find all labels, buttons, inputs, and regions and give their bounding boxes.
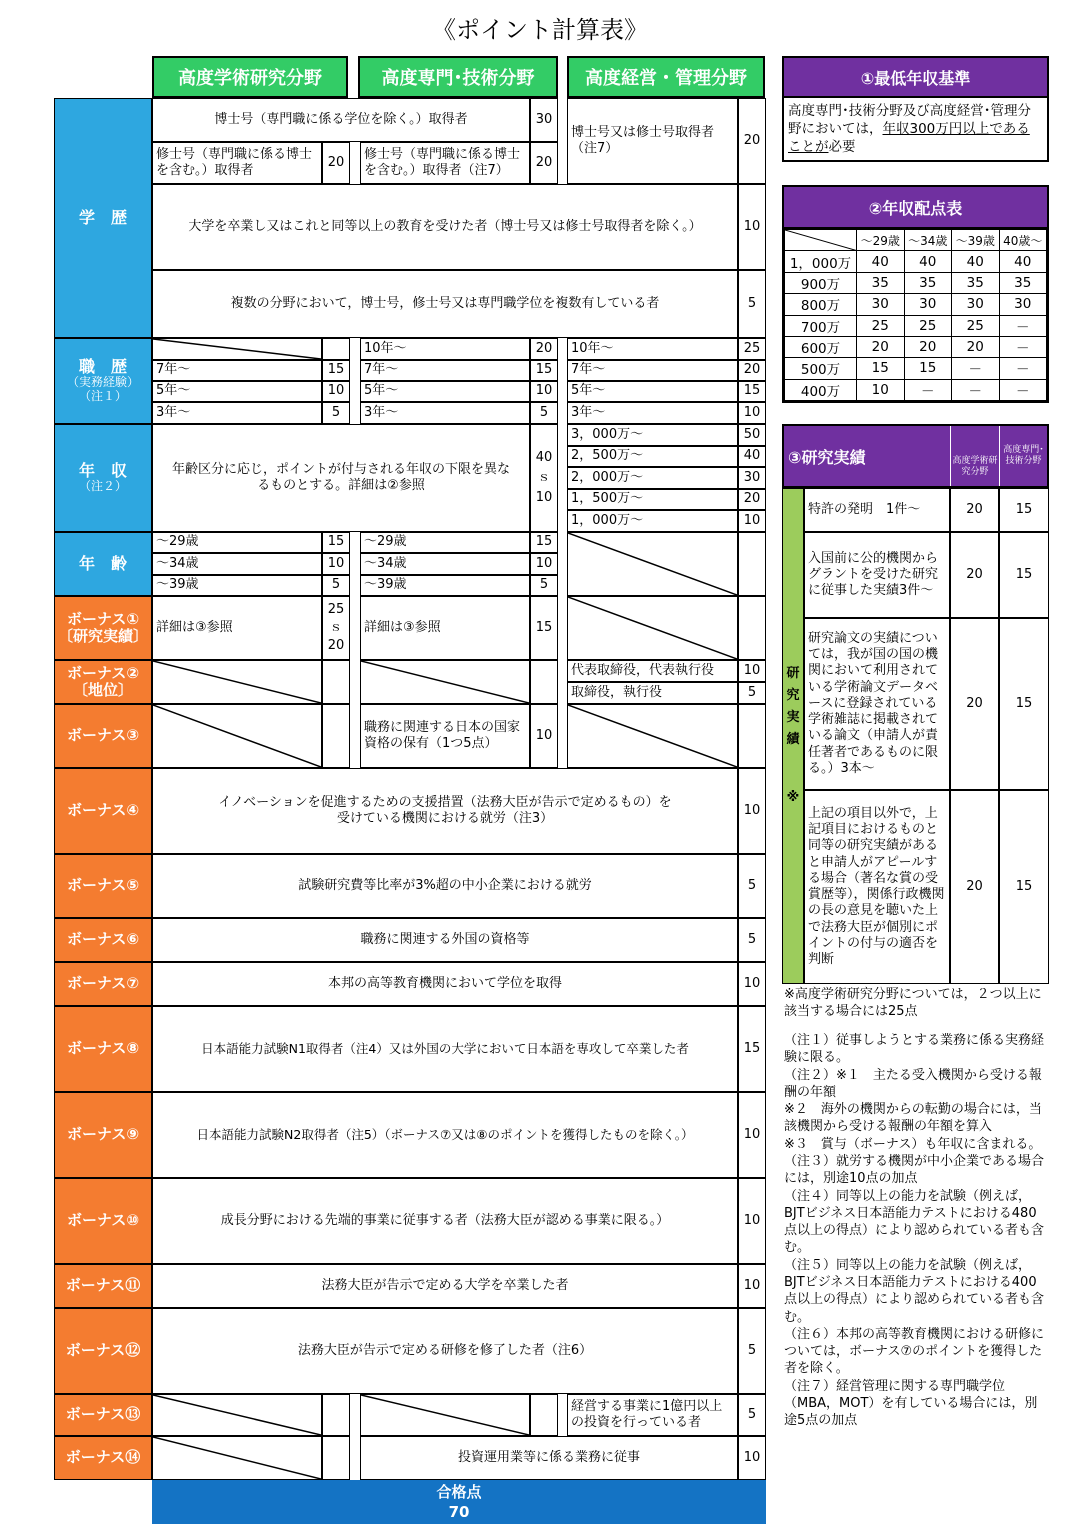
bonus5-points: 5 [738, 854, 766, 918]
diagonal-empty-cell [567, 596, 738, 660]
edu-doctor-points: 30 [530, 98, 558, 142]
column-header-management: 高度経営・管理分野 [567, 56, 765, 98]
empty-points-cell [322, 338, 350, 360]
label-bonus9 [54, 1092, 152, 1178]
age-technical-row: ～34歳 [360, 553, 530, 575]
income-points-cell: 15 [857, 358, 905, 379]
bonus14-text-cell: 投資運用業等に係る業務に従事 [360, 1436, 738, 1480]
label-subtext: （注２） [78, 479, 127, 494]
income-management-row: 1，000万～ [567, 510, 738, 532]
bonus1-technical-points: 15 [530, 596, 558, 660]
income-points-cell: 35 [857, 272, 905, 293]
label-text: ボーナス① [66, 609, 140, 628]
label-text: ボーナス⑪ [65, 1276, 141, 1295]
research-points-technical: 15 [999, 618, 1049, 790]
label-text: ボーナス⑭ [65, 1448, 141, 1467]
bonus10-points: 10 [738, 1178, 766, 1264]
age-technical-row: ～39歳 [360, 575, 530, 596]
income-points-cell: 15 [904, 358, 952, 379]
table-header: 40歳～ [999, 230, 1047, 251]
label-bonus4 [54, 768, 152, 854]
research-item: 研究論文の実績については，我が国の国の機関において利用されている学術論文データベースに登録されている学術雑誌に掲載されている論文（申請人が責任著者であるものに限る。）3本～ [804, 618, 950, 790]
note-item: （注２）※１ 主たる受入機関から受ける報酬の年額 [784, 1067, 1042, 1100]
income-management-row: 3，000万～ [567, 424, 738, 446]
income-text-cell: 年齢区分に応じ，ポイントが付与される年収の下限を異なるものとする。詳細は②参照 [152, 424, 530, 532]
empty-points-cell [322, 1436, 350, 1480]
career-academic-points: 10 [322, 381, 350, 402]
label-subtext: （注１） [78, 389, 127, 404]
empty-points-cell [530, 1394, 558, 1436]
bonus2-rep-cell: 代表取締役，代表執行役 [567, 660, 738, 682]
income-points-cell: 30 [999, 294, 1047, 315]
bonus13-points: 5 [738, 1394, 766, 1436]
career-technical-points: 20 [530, 338, 558, 360]
label-text: ボーナス⑫ [65, 1341, 141, 1360]
column-header-technical: 高度専門･技術分野 [358, 56, 558, 98]
bonus11-points: 10 [738, 1264, 766, 1308]
note-item: （注１）従事しようとする業務に係る実務経験に限る。 [784, 1033, 1045, 1066]
min-income-text-part: 高度専門･技術分野及び高度経営･管理分野においては， [788, 103, 1031, 138]
note-item: （注３）就労する機関が中小企業である場合には，別途10点の加点 [784, 1153, 1045, 1187]
research-side-bar [782, 488, 804, 984]
income-management-row: 2，000万～ [567, 467, 738, 489]
career-management-row: 10年～ [567, 338, 738, 360]
research-item: 入国前に公的機関からグラントを受けた研究に従事した実績3件～ [804, 532, 950, 618]
bonus2-rep-points: 10 [738, 660, 766, 682]
income-management-points: 40 [738, 446, 766, 467]
income-points-cell: 40 [904, 251, 952, 272]
income-table-row [785, 336, 1047, 357]
career-technical-row: 7年～ [360, 360, 530, 381]
label-bonus5 [54, 854, 152, 918]
income-points-cell: 35 [952, 272, 1000, 293]
label-bonus7 [54, 962, 152, 1006]
research-points-technical: 15 [999, 790, 1049, 984]
edu-doctor-cell: 博士号（専門職に係る学位を除く。）取得者 [152, 98, 530, 142]
label-text: 年 収 [78, 460, 127, 480]
diagonal-empty-cell [567, 704, 738, 768]
label-text: ボーナス⑩ [66, 1211, 140, 1230]
table-header: ～34歳 [904, 230, 952, 251]
empty-points-cell [322, 660, 350, 704]
income-amount-cell: 1，000万 [785, 251, 857, 272]
age-academic-row: ～39歳 [152, 575, 322, 596]
income-points-cell: 25 [857, 315, 905, 336]
income-points-table [782, 229, 1049, 403]
income-points-cell: 35 [904, 272, 952, 293]
income-management-row: 2，500万～ [567, 446, 738, 467]
research-footnote: ※高度学術研究分野については，２つ以上に該当する場合には25点 [784, 987, 1042, 1020]
research-item: 上記の項目以外で，上記項目におけるものと同等の研究実績があると申請人がアピールする場合（著名な賞の受賞歴等），関係行政機関の長の意見を聴いた上で法務大臣が個別にポイントの付与の適否を判断 [804, 790, 950, 984]
points-value: 40 [535, 449, 553, 465]
career-management-points: 20 [738, 360, 766, 381]
income-table-row [785, 358, 1047, 379]
edu-university-cell: 大学を卒業し又はこれと同等以上の教育を受けた者（博士号又は修士号取得者を除く。） [152, 184, 738, 270]
note-item: （注７）経営管理に関する専門職学位（MBA，MOT）を有している場合には，別途5点の加点 [784, 1378, 1038, 1429]
income-points-cell: 30 [857, 294, 905, 315]
bonus8-points: 15 [738, 1006, 766, 1092]
career-technical-points: 5 [530, 402, 558, 424]
table-header: ～39歳 [952, 230, 1000, 251]
label-text: ボーナス⑦ [66, 974, 140, 993]
pass-mark-label: 合格点 [436, 1482, 482, 1501]
income-management-points: 50 [738, 424, 766, 446]
label-bonus14 [54, 1436, 152, 1480]
label-bonus12 [54, 1308, 152, 1394]
edu-master-technical-points: 20 [530, 142, 558, 184]
bonus4-points: 10 [738, 768, 766, 854]
label-bonus8 [54, 1006, 152, 1092]
side-char: 実 [786, 709, 800, 725]
research-col-technical: 高度専門･技術分野 [999, 426, 1047, 486]
empty-points-cell [738, 704, 766, 768]
bonus1-academic-cell: 詳細は③参照 [152, 596, 322, 660]
min-income-text-part: 必要 [828, 139, 856, 156]
research-points-technical: 15 [999, 532, 1049, 618]
career-management-row: 3年～ [567, 402, 738, 424]
income-points-cell: 40 [857, 251, 905, 272]
career-management-row: 5年～ [567, 381, 738, 402]
income-management-points: 10 [738, 510, 766, 532]
career-management-points: 10 [738, 402, 766, 424]
income-amount-cell: 500万 [785, 358, 857, 379]
career-technical-points: 15 [530, 360, 558, 381]
label-text: 学 歴 [78, 207, 127, 227]
label-text: 職 歴 [78, 357, 127, 376]
diagonal-empty-cell [152, 660, 322, 704]
label-text: ボーナス③ [66, 726, 140, 745]
income-amount-cell: 400万 [785, 379, 857, 400]
income-points-cell: 20 [952, 336, 1000, 357]
points-value: 10 [535, 490, 553, 506]
bonus11-text-cell: 法務大臣が告示で定める大学を卒業した者 [152, 1264, 738, 1308]
income-points-cell: 20 [857, 336, 905, 357]
column-header-academic: 高度学術研究分野 [152, 56, 348, 98]
bonus6-points: 5 [738, 918, 766, 962]
label-bonus3 [54, 704, 152, 768]
income-table-row [785, 251, 1047, 272]
label-text: ボーナス⑬ [65, 1405, 141, 1424]
diagonal-empty-cell [567, 532, 738, 596]
diagonal-empty-cell [152, 1394, 322, 1436]
note-item: （注４）同等以上の能力を試験（例えば，BJTビジネス日本語能力テストにおける480点以上の得点）により認められている者も含む。 [784, 1188, 1045, 1256]
income-points-cell: 30 [904, 294, 952, 315]
edu-management-points: 20 [738, 98, 766, 184]
income-points-cell: 30 [952, 294, 1000, 315]
label-text: ボーナス④ [66, 801, 140, 820]
bonus10-text-cell: 成長分野における先端的事業に従事する者（法務大臣が認める事業に限る。） [152, 1178, 738, 1264]
bonus13-text-cell: 経営する事業に1億円以上の投資を行っている者 [567, 1394, 738, 1436]
bonus2-dir-points: 5 [738, 682, 766, 704]
age-academic-points: 10 [322, 553, 350, 575]
income-points-cell: － [999, 358, 1047, 379]
edu-master-academic-points: 20 [322, 142, 350, 184]
income-points-cell: 20 [904, 336, 952, 357]
edu-management-cell: 博士号又は修士号取得者（注7） [567, 98, 738, 184]
edu-multiple-cell: 複数の分野において，博士号，修士号又は専門職学位を複数有している者 [152, 270, 738, 338]
research-points-technical: 15 [999, 488, 1049, 532]
income-points-cell: 10 [857, 379, 905, 400]
edu-university-points: 10 [738, 184, 766, 270]
bonus2-dir-cell: 取締役，執行役 [567, 682, 738, 704]
min-income-title: ①最低年収基準 [782, 56, 1049, 98]
age-academic-row: ～34歳 [152, 553, 322, 575]
research-points-academic: 20 [950, 790, 999, 984]
note-item: ※２ 海外の機関からの転勤の場合には，当該機関から受ける報酬の年額を算入 [784, 1102, 1042, 1135]
bonus5-text-cell: 試験研究費等比率が3%超の中小企業における就労 [152, 854, 738, 918]
bonus8-text-cell: 日本語能力試験N1取得者（注4）又は外国の大学において日本語を専攻して卒業した者 [152, 1006, 738, 1092]
empty-points-cell [738, 532, 766, 596]
note-item: ※３ 賞与（ボーナス）も年収に含まれる。 [784, 1136, 1042, 1152]
label-age [54, 532, 152, 596]
label-text: ボーナス⑧ [66, 1039, 140, 1058]
pass-mark-bar [152, 1480, 766, 1524]
income-table-title: ②年収配点表 [782, 185, 1049, 229]
label-subtext: 〔地位〕 [72, 681, 133, 699]
empty-points-cell [322, 1394, 350, 1436]
table-header: ～29歳 [857, 230, 905, 251]
income-table-row [785, 379, 1047, 400]
income-points-cell: 35 [999, 272, 1047, 293]
diagonal-empty-cell [152, 704, 322, 768]
bonus12-points: 5 [738, 1308, 766, 1394]
diagonal-empty-cell [152, 338, 322, 360]
research-points-academic: 20 [950, 532, 999, 618]
bonus4-text-cell: イノベーションを促進するための支援措置（法務大臣が告示で定めるもの）を受けている機関における就労（注3） [152, 768, 738, 854]
range-mark: ｓ [329, 619, 343, 635]
age-academic-row: ～29歳 [152, 532, 322, 553]
edu-master-academic-cell: 修士号（専門職に係る博士を含む。）取得者 [152, 142, 322, 184]
bonus7-text-cell: 本邦の高等教育機関において学位を取得 [152, 962, 738, 1006]
research-points-academic: 20 [950, 488, 999, 532]
research-header [782, 424, 1049, 488]
label-bonus10 [54, 1178, 152, 1264]
career-management-points: 25 [738, 338, 766, 360]
income-points-cell: 40 [999, 251, 1047, 272]
points-value: 20 [327, 638, 345, 654]
income-table-row [785, 315, 1047, 336]
note-item: （注６）本邦の高等教育機関における研修については，ボーナス⑦のポイントを獲得した者を除く。 [784, 1326, 1045, 1377]
edu-multiple-points: 5 [738, 270, 766, 338]
label-bonus1 [54, 596, 152, 660]
age-technical-row: ～29歳 [360, 532, 530, 553]
income-table-row [785, 272, 1047, 293]
label-career [54, 338, 152, 424]
career-technical-points: 10 [530, 381, 558, 402]
note-item: （注５）同等以上の能力を試験（例えば，BJTビジネス日本語能力テストにおける400点以上の得点）により認められている者も含む。 [784, 1257, 1045, 1325]
side-char: ※ [786, 790, 800, 806]
income-points-range [530, 424, 558, 532]
bonus9-text-cell: 日本語能力試験N2取得者（注5）（ボーナス⑦又は⑧のポイントを獲得したものを除く。） [152, 1092, 738, 1178]
age-academic-points: 15 [322, 532, 350, 553]
range-mark: ｓ [537, 469, 551, 485]
min-income-text [782, 98, 1049, 162]
empty-points-cell [322, 704, 350, 768]
career-academic-points: 15 [322, 360, 350, 381]
research-points-academic: 20 [950, 618, 999, 790]
income-amount-cell: 800万 [785, 294, 857, 315]
diagonal-empty-cell [152, 1436, 322, 1480]
age-technical-points: 5 [530, 575, 558, 596]
min-income-underlined: 年収300万円以上であることが [788, 121, 1030, 156]
label-bonus6 [54, 918, 152, 962]
income-points-cell: － [999, 379, 1047, 400]
bonus7-points: 10 [738, 962, 766, 1006]
bonus12-text-cell: 法務大臣が告示で定める研修を修了した者（注6） [152, 1308, 738, 1394]
income-management-points: 20 [738, 489, 766, 510]
label-bonus13 [54, 1394, 152, 1436]
career-technical-row: 10年～ [360, 338, 530, 360]
pass-mark-value: 70 [448, 1503, 470, 1521]
income-points-cell: － [952, 358, 1000, 379]
label-text: ボーナス⑨ [66, 1125, 140, 1144]
career-academic-row: 5年～ [152, 381, 322, 402]
points-value: 25 [327, 601, 345, 617]
bonus3-points: 10 [530, 704, 558, 768]
career-technical-row: 5年～ [360, 381, 530, 402]
income-points-cell: 25 [904, 315, 952, 336]
bonus9-points: 10 [738, 1092, 766, 1178]
bonus1-academic-points [322, 596, 350, 660]
label-text: ボーナス② [66, 663, 140, 682]
label-income [54, 424, 152, 532]
career-management-points: 15 [738, 381, 766, 402]
income-points-cell: 40 [952, 251, 1000, 272]
edu-master-technical-cell: 修士号（専門職に係る博士を含む。）取得者（注7） [360, 142, 530, 184]
income-points-cell: － [952, 379, 1000, 400]
bonus6-text-cell: 職務に関連する外国の資格等 [152, 918, 738, 962]
label-subtext: （実務経験） [66, 375, 139, 390]
empty-points-cell [530, 660, 558, 704]
diagonal-empty-cell [360, 1394, 530, 1436]
label-bonus11 [54, 1264, 152, 1308]
age-technical-points: 15 [530, 532, 558, 553]
age-technical-points: 10 [530, 553, 558, 575]
label-text: 年 齢 [78, 553, 127, 573]
side-char: 究 [786, 687, 800, 703]
label-bonus2 [54, 660, 152, 704]
diagonal-empty-cell [360, 660, 530, 704]
research-title: ③研究実績 [788, 447, 866, 467]
research-col-academic: 高度学術研究分野 [950, 426, 999, 486]
label-text: ボーナス⑥ [66, 930, 140, 949]
side-char: 研 [786, 665, 800, 681]
career-academic-row: 7年～ [152, 360, 322, 381]
research-item: 特許の発明 1件～ [804, 488, 950, 532]
income-amount-cell: 700万 [785, 315, 857, 336]
label-education [54, 98, 152, 338]
page-title: 《ポイント計算表》 [432, 16, 648, 44]
table-corner-cell [785, 230, 857, 251]
career-academic-points: 5 [322, 402, 350, 424]
career-management-row: 7年～ [567, 360, 738, 381]
income-points-cell: － [999, 336, 1047, 357]
career-academic-row: 3年～ [152, 402, 322, 424]
notes-section [784, 1032, 1046, 1429]
age-academic-points: 5 [322, 575, 350, 596]
empty-points-cell [738, 596, 766, 660]
income-amount-cell: 900万 [785, 272, 857, 293]
bonus14-points: 10 [738, 1436, 766, 1480]
income-table-row [785, 294, 1047, 315]
income-amount-cell: 600万 [785, 336, 857, 357]
career-technical-row: 3年～ [360, 402, 530, 424]
label-text: ボーナス⑤ [66, 876, 140, 895]
income-points-cell: 25 [952, 315, 1000, 336]
side-char: 績 [786, 732, 800, 748]
income-management-row: 1，500万～ [567, 489, 738, 510]
income-points-cell: － [999, 315, 1047, 336]
bonus1-technical-cell: 詳細は③参照 [360, 596, 530, 660]
income-points-cell: － [904, 379, 952, 400]
income-management-points: 30 [738, 467, 766, 489]
label-subtext: 〔研究実績〕 [57, 627, 148, 645]
bonus3-text-cell: 職務に関連する日本の国家資格の保有（1つ5点） [360, 704, 530, 768]
